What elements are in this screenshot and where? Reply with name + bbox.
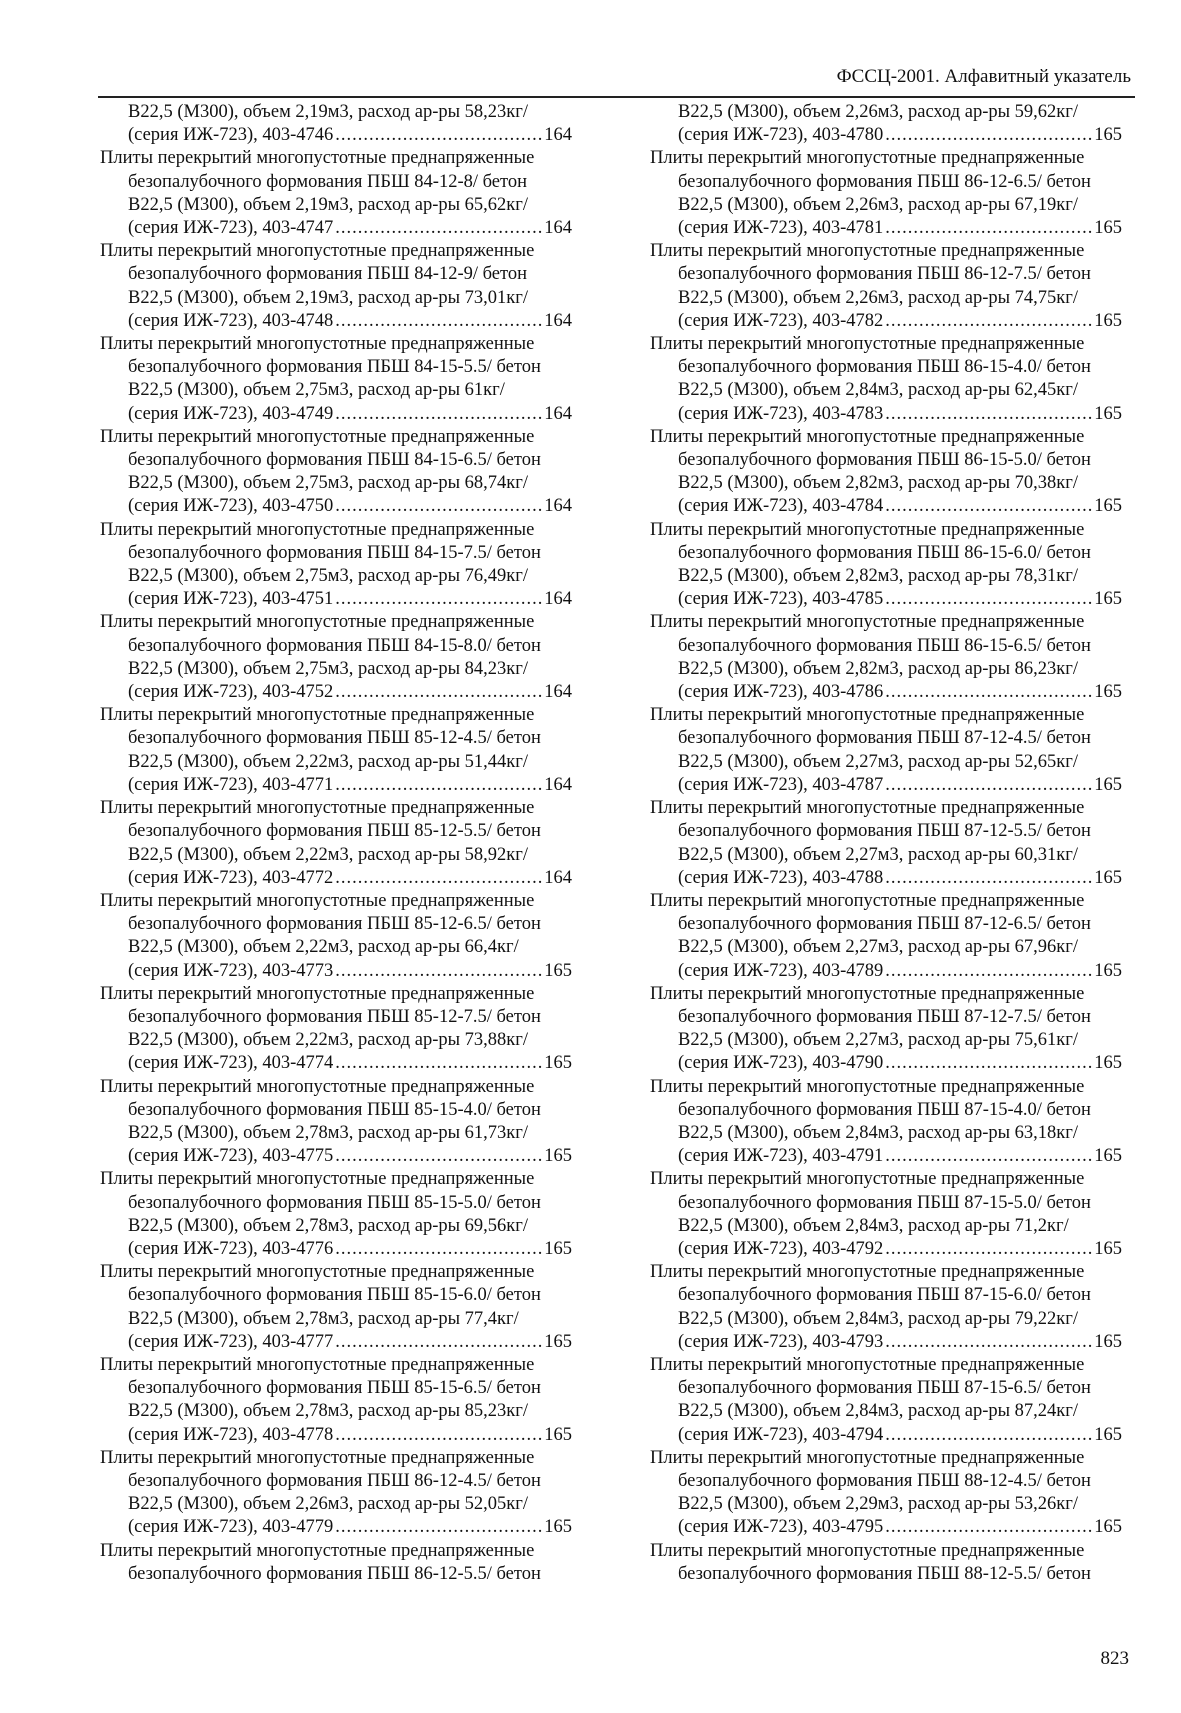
dot-leader bbox=[885, 867, 1092, 890]
dot-leader bbox=[885, 1145, 1092, 1168]
entry-reference-line bbox=[650, 960, 1122, 983]
entry-reference-line bbox=[100, 588, 572, 611]
entry-page-ref: 165 bbox=[1094, 682, 1122, 703]
entry-line: В22,5 (М300), объем 2,84м3, расход ар-ры 63,18кг/ bbox=[678, 1122, 1078, 1143]
entry-line: Плиты перекрытий многопустотные преднапряженные bbox=[650, 705, 1085, 726]
entry-line: В22,5 (М300), объем 2,26м3, расход ар-ры 59,62кг/ bbox=[678, 102, 1078, 122]
dot-leader bbox=[335, 124, 542, 147]
entry-page-ref: 165 bbox=[544, 1331, 572, 1352]
entry-page-ref: 164 bbox=[544, 218, 572, 239]
entry-reference: (серия ИЖ-723), 403-4794 bbox=[678, 1424, 884, 1445]
index-entry bbox=[100, 1540, 572, 1586]
entry-line: безопалубочного формования ПБШ 88-12-4.5/ бетон bbox=[678, 1470, 1091, 1491]
entry-reference: (серия ИЖ-723), 403-4791 bbox=[678, 1146, 884, 1167]
entry-line: В22,5 (М300), объем 2,27м3, расход ар-ры 75,61кг/ bbox=[678, 1030, 1078, 1051]
entry-line: В22,5 (М300), объем 2,75м3, расход ар-ры 68,74кг/ bbox=[128, 473, 528, 494]
entry-page-ref: 164 bbox=[544, 310, 572, 331]
entry-reference: (серия ИЖ-723), 403-4748 bbox=[128, 310, 334, 331]
index-entry bbox=[100, 611, 572, 704]
entry-line: В22,5 (М300), объем 2,84м3, расход ар-ры 71,2кг/ bbox=[678, 1215, 1069, 1236]
index-entry bbox=[100, 1261, 572, 1354]
entry-line: безопалубочного формования ПБШ 84-15-6.5/ бетон bbox=[128, 450, 541, 471]
index-entry bbox=[650, 426, 1122, 519]
entry-line: Плиты перекрытий многопустотные преднапряженные bbox=[650, 1447, 1085, 1468]
index-entry bbox=[100, 333, 572, 426]
entry-line: безопалубочного формования ПБШ 86-15-5.0/ бетон bbox=[678, 450, 1091, 471]
entry-line: В22,5 (М300), объем 2,19м3, расход ар-ры 73,01кг/ bbox=[128, 287, 528, 308]
entry-reference: (серия ИЖ-723), 403-4773 bbox=[128, 960, 334, 981]
entry-line: безопалубочного формования ПБШ 87-12-5.5/ бетон bbox=[678, 821, 1091, 842]
index-entry bbox=[650, 1168, 1122, 1261]
entry-page-ref: 165 bbox=[544, 960, 572, 981]
entry-line: В22,5 (М300), объем 2,27м3, расход ар-ры 67,96кг/ bbox=[678, 937, 1078, 958]
index-entry bbox=[100, 983, 572, 1076]
dot-leader bbox=[335, 681, 542, 704]
dot-leader bbox=[885, 588, 1092, 611]
entry-line: Плиты перекрытий многопустотные преднапряженные bbox=[650, 1354, 1085, 1375]
entry-reference-line bbox=[650, 1238, 1122, 1261]
dot-leader bbox=[335, 403, 542, 426]
entry-page-ref: 165 bbox=[1094, 1331, 1122, 1352]
entry-reference: (серия ИЖ-723), 403-4786 bbox=[678, 682, 884, 703]
entry-line: безопалубочного формования ПБШ 84-12-9/ бетон bbox=[128, 264, 527, 285]
entry-line: Плиты перекрытий многопустотные преднапряженные bbox=[100, 612, 535, 633]
entry-line: В22,5 (М300), объем 2,78м3, расход ар-ры 85,23кг/ bbox=[128, 1401, 528, 1422]
entry-line: безопалубочного формования ПБШ 85-12-5.5/ бетон bbox=[128, 821, 541, 842]
entry-page-ref: 165 bbox=[1094, 774, 1122, 795]
entry-line: безопалубочного формования ПБШ 85-15-4.0/ бетон bbox=[128, 1099, 541, 1120]
entry-line: В22,5 (М300), объем 2,84м3, расход ар-ры 62,45кг/ bbox=[678, 380, 1078, 401]
entry-page-ref: 165 bbox=[1094, 960, 1122, 981]
entry-reference: (серия ИЖ-723), 403-4746 bbox=[128, 125, 334, 146]
entry-reference: (серия ИЖ-723), 403-4775 bbox=[128, 1146, 334, 1167]
entry-reference-line bbox=[650, 495, 1122, 518]
entry-page-ref: 164 bbox=[544, 867, 572, 888]
page-number: 823 bbox=[1100, 1648, 1129, 1669]
entry-line: Плиты перекрытий многопустотные преднапряженные bbox=[650, 1262, 1085, 1283]
entry-line: В22,5 (М300), объем 2,78м3, расход ар-ры 77,4кг/ bbox=[128, 1308, 519, 1329]
entry-reference: (серия ИЖ-723), 403-4788 bbox=[678, 867, 884, 888]
entry-line: Плиты перекрытий многопустотные преднапряженные bbox=[100, 1447, 535, 1468]
entry-page-ref: 165 bbox=[1094, 496, 1122, 517]
dot-leader bbox=[885, 217, 1092, 240]
index-column-right bbox=[650, 101, 1122, 1586]
entry-reference: (серия ИЖ-723), 403-4793 bbox=[678, 1331, 884, 1352]
entry-line: Плиты перекрытий многопустотные преднапряженные bbox=[650, 983, 1085, 1004]
index-entry bbox=[650, 333, 1122, 426]
entry-reference: (серия ИЖ-723), 403-4777 bbox=[128, 1331, 334, 1352]
entry-line: Плиты перекрытий многопустотные преднапряженные bbox=[100, 426, 535, 447]
index-entry bbox=[650, 797, 1122, 890]
entry-line: Плиты перекрытий многопустотные преднапряженные bbox=[650, 612, 1085, 633]
entry-line: безопалубочного формования ПБШ 87-12-4.5/ бетон bbox=[678, 728, 1091, 749]
index-entry bbox=[650, 1354, 1122, 1447]
entry-reference-line bbox=[100, 403, 572, 426]
dot-leader bbox=[335, 867, 542, 890]
entry-line: В22,5 (М300), объем 2,82м3, расход ар-ры 86,23кг/ bbox=[678, 658, 1078, 679]
index-entry bbox=[100, 240, 572, 333]
entry-line: безопалубочного формования ПБШ 85-12-7.5/ бетон bbox=[128, 1006, 541, 1027]
entry-line: В22,5 (М300), объем 2,22м3, расход ар-ры 66,4кг/ bbox=[128, 937, 519, 958]
dot-leader bbox=[885, 960, 1092, 983]
entry-page-ref: 165 bbox=[544, 1053, 572, 1074]
dot-leader bbox=[885, 1052, 1092, 1075]
dot-leader bbox=[885, 310, 1092, 333]
index-entry bbox=[100, 797, 572, 890]
entry-line: безопалубочного формования ПБШ 87-15-6.5/ бетон bbox=[678, 1378, 1091, 1399]
entry-line: В22,5 (М300), объем 2,78м3, расход ар-ры 69,56кг/ bbox=[128, 1215, 528, 1236]
entry-reference: (серия ИЖ-723), 403-4751 bbox=[128, 589, 334, 610]
entry-reference: (серия ИЖ-723), 403-4778 bbox=[128, 1424, 334, 1445]
entry-line: безопалубочного формования ПБШ 87-15-4.0/ бетон bbox=[678, 1099, 1091, 1120]
entry-line: В22,5 (М300), объем 2,75м3, расход ар-ры 76,49кг/ bbox=[128, 566, 528, 587]
entry-line: В22,5 (М300), объем 2,84м3, расход ар-ры 87,24кг/ bbox=[678, 1401, 1078, 1422]
dot-leader bbox=[335, 1424, 542, 1447]
dot-leader bbox=[885, 1516, 1092, 1539]
entry-line: безопалубочного формования ПБШ 86-12-6.5/ бетон bbox=[678, 171, 1091, 192]
entry-line: В22,5 (М300), объем 2,75м3, расход ар-ры 61кг/ bbox=[128, 380, 505, 401]
index-entry bbox=[650, 101, 1122, 147]
entry-page-ref: 165 bbox=[1094, 1517, 1122, 1538]
dot-leader bbox=[335, 960, 542, 983]
entry-line: В22,5 (М300), объем 2,27м3, расход ар-ры 60,31кг/ bbox=[678, 844, 1078, 865]
index-entry bbox=[650, 519, 1122, 612]
index-entry bbox=[100, 519, 572, 612]
dot-leader bbox=[885, 124, 1092, 147]
entry-reference: (серия ИЖ-723), 403-4784 bbox=[678, 496, 884, 517]
entry-page-ref: 165 bbox=[1094, 867, 1122, 888]
index-entry bbox=[100, 890, 572, 983]
entry-reference: (серия ИЖ-723), 403-4785 bbox=[678, 589, 884, 610]
entry-reference-line bbox=[100, 1145, 572, 1168]
index-entry bbox=[100, 1354, 572, 1447]
entry-page-ref: 165 bbox=[544, 1424, 572, 1445]
entry-line: безопалубочного формования ПБШ 86-12-7.5/ бетон bbox=[678, 264, 1091, 285]
index-entry bbox=[650, 1540, 1122, 1586]
entry-reference-line bbox=[100, 217, 572, 240]
entry-reference-line bbox=[100, 960, 572, 983]
entry-line: безопалубочного формования ПБШ 85-12-6.5/ бетон bbox=[128, 914, 541, 935]
entry-page-ref: 165 bbox=[1094, 589, 1122, 610]
entry-line: Плиты перекрытий многопустотные преднапряженные bbox=[650, 890, 1085, 911]
entry-page-ref: 164 bbox=[544, 403, 572, 424]
entry-line: Плиты перекрытий многопустотные преднапряженные bbox=[100, 1076, 535, 1097]
entry-line: безопалубочного формования ПБШ 86-12-4.5/ бетон bbox=[128, 1470, 541, 1491]
dot-leader bbox=[335, 1238, 542, 1261]
entry-page-ref: 164 bbox=[544, 125, 572, 146]
entry-line: безопалубочного формования ПБШ 85-15-6.5/ бетон bbox=[128, 1378, 541, 1399]
entry-line: В22,5 (М300), объем 2,82м3, расход ар-ры 70,38кг/ bbox=[678, 473, 1078, 494]
entry-reference-line bbox=[650, 1052, 1122, 1075]
index-entry bbox=[100, 1076, 572, 1169]
entry-reference: (серия ИЖ-723), 403-4790 bbox=[678, 1053, 884, 1074]
header-rule bbox=[98, 96, 1135, 98]
entry-reference: (серия ИЖ-723), 403-4752 bbox=[128, 682, 334, 703]
entry-line: безопалубочного формования ПБШ 87-15-6.0/ бетон bbox=[678, 1285, 1091, 1306]
index-entry bbox=[650, 147, 1122, 240]
entry-line: В22,5 (М300), объем 2,26м3, расход ар-ры 52,05кг/ bbox=[128, 1494, 528, 1515]
entry-line: безопалубочного формования ПБШ 84-15-8.0/ бетон bbox=[128, 635, 541, 656]
entry-page-ref: 165 bbox=[1094, 1238, 1122, 1259]
entry-line: Плиты перекрытий многопустотные преднапряженные bbox=[650, 241, 1085, 262]
entry-line: В22,5 (М300), объем 2,84м3, расход ар-ры 79,22кг/ bbox=[678, 1308, 1078, 1329]
entry-reference-line bbox=[100, 1516, 572, 1539]
entry-reference: (серия ИЖ-723), 403-4772 bbox=[128, 867, 334, 888]
entry-line: безопалубочного формования ПБШ 86-12-5.5/ бетон bbox=[128, 1563, 541, 1584]
dot-leader bbox=[885, 681, 1092, 704]
entry-page-ref: 165 bbox=[1094, 125, 1122, 146]
dot-leader bbox=[335, 1052, 542, 1075]
entry-line: безопалубочного формования ПБШ 84-15-5.5/ бетон bbox=[128, 357, 541, 378]
dot-leader bbox=[335, 1145, 542, 1168]
entry-reference: (серия ИЖ-723), 403-4774 bbox=[128, 1053, 334, 1074]
entry-line: Плиты перекрытий многопустотные преднапряженные bbox=[650, 1076, 1085, 1097]
entry-line: Плиты перекрытий многопустотные преднапряженные bbox=[100, 983, 535, 1004]
entry-line: Плиты перекрытий многопустотные преднапряженные bbox=[100, 1540, 535, 1561]
entry-line: Плиты перекрытий многопустотные преднапряженные bbox=[100, 241, 535, 262]
entry-line: В22,5 (М300), объем 2,22м3, расход ар-ры 73,88кг/ bbox=[128, 1030, 528, 1051]
entry-reference-line bbox=[100, 1424, 572, 1447]
entry-line: Плиты перекрытий многопустотные преднапряженные bbox=[100, 148, 535, 169]
entry-line: В22,5 (М300), объем 2,26м3, расход ар-ры 67,19кг/ bbox=[678, 194, 1078, 215]
index-column-left bbox=[100, 101, 572, 1586]
entry-page-ref: 164 bbox=[544, 682, 572, 703]
index-entry bbox=[650, 704, 1122, 797]
entry-page-ref: 165 bbox=[544, 1517, 572, 1538]
entry-page-ref: 164 bbox=[544, 496, 572, 517]
dot-leader bbox=[885, 1424, 1092, 1447]
running-header: ФССЦ-2001. Алфавитный указатель bbox=[836, 66, 1131, 87]
entry-line: В22,5 (М300), объем 2,26м3, расход ар-ры 74,75кг/ bbox=[678, 287, 1078, 308]
entry-line: Плиты перекрытий многопустотные преднапряженные bbox=[650, 1169, 1085, 1190]
entry-line: В22,5 (М300), объем 2,78м3, расход ар-ры 61,73кг/ bbox=[128, 1122, 528, 1143]
entry-line: Плиты перекрытий многопустотные преднапряженные bbox=[100, 705, 535, 726]
dot-leader bbox=[335, 774, 542, 797]
entry-line: безопалубочного формования ПБШ 86-15-4.0/ бетон bbox=[678, 357, 1091, 378]
entry-page-ref: 165 bbox=[544, 1238, 572, 1259]
entry-reference: (серия ИЖ-723), 403-4749 bbox=[128, 403, 334, 424]
dot-leader bbox=[885, 1238, 1092, 1261]
entry-page-ref: 164 bbox=[544, 589, 572, 610]
entry-reference: (серия ИЖ-723), 403-4747 bbox=[128, 218, 334, 239]
dot-leader bbox=[885, 403, 1092, 426]
entry-line: Плиты перекрытий многопустотные преднапряженные bbox=[100, 1354, 535, 1375]
entry-line: Плиты перекрытий многопустотные преднапряженные bbox=[650, 426, 1085, 447]
index-entry bbox=[100, 1447, 572, 1540]
dot-leader bbox=[885, 774, 1092, 797]
entry-reference-line bbox=[650, 1331, 1122, 1354]
entry-page-ref: 165 bbox=[1094, 403, 1122, 424]
entry-line: безопалубочного формования ПБШ 84-12-8/ бетон bbox=[128, 171, 527, 192]
entry-reference: (серия ИЖ-723), 403-4795 bbox=[678, 1517, 884, 1538]
entry-line: безопалубочного формования ПБШ 84-15-7.5/ бетон bbox=[128, 542, 541, 563]
entry-reference-line bbox=[100, 867, 572, 890]
entry-reference-line bbox=[100, 1052, 572, 1075]
entry-reference-line bbox=[650, 310, 1122, 333]
entry-page-ref: 164 bbox=[544, 774, 572, 795]
entry-line: Плиты перекрытий многопустотные преднапряженные bbox=[100, 1262, 535, 1283]
entry-line: безопалубочного формования ПБШ 85-12-4.5/ бетон bbox=[128, 728, 541, 749]
index-entry bbox=[100, 147, 572, 240]
entry-line: безопалубочного формования ПБШ 87-15-5.0/ бетон bbox=[678, 1192, 1091, 1213]
entry-line: В22,5 (М300), объем 2,82м3, расход ар-ры 78,31кг/ bbox=[678, 566, 1078, 587]
entry-line: безопалубочного формования ПБШ 86-15-6.0/ бетон bbox=[678, 542, 1091, 563]
dot-leader bbox=[335, 217, 542, 240]
dot-leader bbox=[335, 495, 542, 518]
index-entry bbox=[100, 101, 572, 147]
entry-line: Плиты перекрытий многопустотные преднапряженные bbox=[100, 519, 535, 540]
entry-line: Плиты перекрытий многопустотные преднапряженные bbox=[100, 1169, 535, 1190]
entry-reference-line bbox=[100, 681, 572, 704]
entry-line: Плиты перекрытий многопустотные преднапряженные bbox=[650, 148, 1085, 169]
index-entry bbox=[650, 611, 1122, 704]
index-entry bbox=[100, 426, 572, 519]
entry-reference: (серия ИЖ-723), 403-4771 bbox=[128, 774, 334, 795]
index-entry bbox=[100, 1168, 572, 1261]
entry-page-ref: 165 bbox=[1094, 1146, 1122, 1167]
entry-line: Плиты перекрытий многопустотные преднапряженные bbox=[650, 798, 1085, 819]
entry-line: безопалубочного формования ПБШ 86-15-6.5/ бетон bbox=[678, 635, 1091, 656]
entry-line: Плиты перекрытий многопустотные преднапряженные bbox=[650, 334, 1085, 355]
entry-page-ref: 165 bbox=[544, 1146, 572, 1167]
index-entry bbox=[100, 704, 572, 797]
entry-line: Плиты перекрытий многопустотные преднапряженные bbox=[100, 798, 535, 819]
entry-reference-line bbox=[100, 495, 572, 518]
entry-page-ref: 165 bbox=[1094, 218, 1122, 239]
entry-line: безопалубочного формования ПБШ 87-12-7.5/ бетон bbox=[678, 1006, 1091, 1027]
entry-line: Плиты перекрытий многопустотные преднапряженные bbox=[100, 890, 535, 911]
entry-line: В22,5 (М300), объем 2,19м3, расход ар-ры 58,23кг/ bbox=[128, 102, 528, 122]
entry-line: Плиты перекрытий многопустотные преднапряженные bbox=[100, 334, 535, 355]
dot-leader bbox=[335, 310, 542, 333]
entry-reference: (серия ИЖ-723), 403-4792 bbox=[678, 1238, 884, 1259]
entry-reference-line bbox=[650, 867, 1122, 890]
entry-reference-line bbox=[100, 310, 572, 333]
entry-reference-line bbox=[650, 217, 1122, 240]
entry-reference-line bbox=[650, 1516, 1122, 1539]
entry-line: безопалубочного формования ПБШ 88-12-5.5/ бетон bbox=[678, 1563, 1091, 1584]
entry-line: В22,5 (М300), объем 2,27м3, расход ар-ры 52,65кг/ bbox=[678, 751, 1078, 772]
index-entry bbox=[650, 1447, 1122, 1540]
entry-reference: (серия ИЖ-723), 403-4780 bbox=[678, 125, 884, 146]
entry-reference-line bbox=[650, 403, 1122, 426]
entry-reference-line bbox=[650, 124, 1122, 147]
entry-reference: (серия ИЖ-723), 403-4787 bbox=[678, 774, 884, 795]
entry-reference: (серия ИЖ-723), 403-4781 bbox=[678, 218, 884, 239]
entry-line: Плиты перекрытий многопустотные преднапряженные bbox=[650, 519, 1085, 540]
entry-reference-line bbox=[650, 681, 1122, 704]
index-entry bbox=[650, 983, 1122, 1076]
entry-page-ref: 165 bbox=[1094, 310, 1122, 331]
dot-leader bbox=[335, 1331, 542, 1354]
entry-line: безопалубочного формования ПБШ 85-15-5.0/ бетон bbox=[128, 1192, 541, 1213]
entry-reference: (серия ИЖ-723), 403-4782 bbox=[678, 310, 884, 331]
entry-line: безопалубочного формования ПБШ 87-12-6.5/ бетон bbox=[678, 914, 1091, 935]
entry-line: В22,5 (М300), объем 2,19м3, расход ар-ры 65,62кг/ bbox=[128, 194, 528, 215]
dot-leader bbox=[335, 588, 542, 611]
entry-reference-line bbox=[650, 1145, 1122, 1168]
entry-reference-line bbox=[100, 1331, 572, 1354]
dot-leader bbox=[335, 1516, 542, 1539]
index-entry bbox=[650, 240, 1122, 333]
dot-leader bbox=[885, 495, 1092, 518]
entry-reference: (серия ИЖ-723), 403-4783 bbox=[678, 403, 884, 424]
entry-reference-line bbox=[650, 774, 1122, 797]
entry-reference: (серия ИЖ-723), 403-4750 bbox=[128, 496, 334, 517]
entry-line: В22,5 (М300), объем 2,75м3, расход ар-ры 84,23кг/ bbox=[128, 658, 528, 679]
entry-reference: (серия ИЖ-723), 403-4779 bbox=[128, 1517, 334, 1538]
entry-reference-line bbox=[650, 588, 1122, 611]
entry-reference: (серия ИЖ-723), 403-4776 bbox=[128, 1238, 334, 1259]
entry-line: В22,5 (М300), объем 2,29м3, расход ар-ры 53,26кг/ bbox=[678, 1494, 1078, 1515]
index-entry bbox=[650, 1076, 1122, 1169]
entry-page-ref: 165 bbox=[1094, 1053, 1122, 1074]
entry-reference-line bbox=[100, 124, 572, 147]
entry-reference-line bbox=[100, 1238, 572, 1261]
entry-reference: (серия ИЖ-723), 403-4789 bbox=[678, 960, 884, 981]
index-entry bbox=[650, 1261, 1122, 1354]
entry-line: безопалубочного формования ПБШ 85-15-6.0/ бетон bbox=[128, 1285, 541, 1306]
entry-line: В22,5 (М300), объем 2,22м3, расход ар-ры 51,44кг/ bbox=[128, 751, 528, 772]
dot-leader bbox=[885, 1331, 1092, 1354]
index-entry bbox=[650, 890, 1122, 983]
entry-reference-line bbox=[650, 1424, 1122, 1447]
entry-line: Плиты перекрытий многопустотные преднапряженные bbox=[650, 1540, 1085, 1561]
entry-line: В22,5 (М300), объем 2,22м3, расход ар-ры 58,92кг/ bbox=[128, 844, 528, 865]
entry-reference-line bbox=[100, 774, 572, 797]
entry-page-ref: 165 bbox=[1094, 1424, 1122, 1445]
